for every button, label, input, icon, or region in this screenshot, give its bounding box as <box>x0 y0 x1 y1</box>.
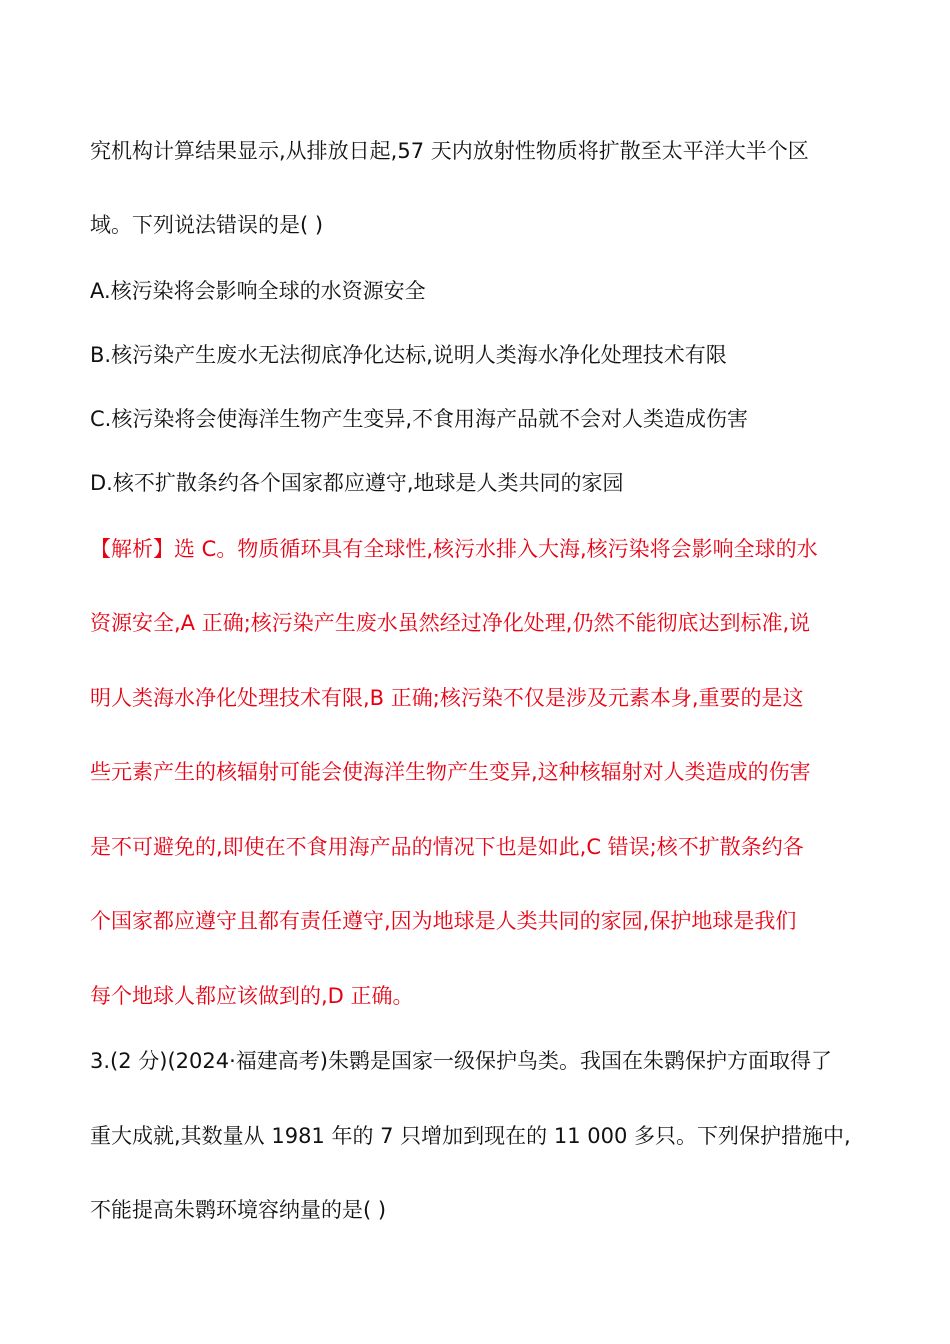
analysis-line: 些元素产生的核辐射可能会使海洋生物产生变异,这种核辐射对人类造成的伤害 <box>90 760 811 784</box>
question-stem-line: 究机构计算结果显示,从排放日起,57 天内放射性物质将扩散至太平洋大半个区 <box>90 139 809 163</box>
analysis-line: 明人类海水净化处理技术有限,B 正确;核污染不仅是涉及元素本身,重要的是这 <box>90 686 804 710</box>
question-stem-line: 3.(2 分)(2024·福建高考)朱鹮是国家一级保护鸟类。我国在朱鹮保护方面取得了 <box>90 1049 832 1073</box>
question-stem-line: 域。下列说法错误的是( ) <box>90 213 324 237</box>
analysis-line: 每个地球人都应该做到的,D 正确。 <box>90 984 414 1008</box>
question-stem-line: 不能提高朱鹮环境容纳量的是( ) <box>90 1198 387 1222</box>
option-c: C.核污染将会使海洋生物产生变异,不食用海产品就不会对人类造成伤害 <box>90 407 749 431</box>
analysis-line: 个国家都应遵守且都有责任遵守,因为地球是人类共同的家园,保护地球是我们 <box>90 909 797 933</box>
analysis-line: 是不可避免的,即使在不食用海产品的情况下也是如此,C 错误;核不扩散条约各 <box>90 835 804 859</box>
analysis-line: 【解析】选 C。物质循环具有全球性,核污水排入大海,核污染将会影响全球的水 <box>90 537 818 561</box>
analysis-line: 资源安全,A 正确;核污染产生废水虽然经过净化处理,仍然不能彻底达到标准,说 <box>90 611 811 635</box>
option-b: B.核污染产生废水无法彻底净化达标,说明人类海水净化处理技术有限 <box>90 343 727 367</box>
question-stem-line: 重大成就,其数量从 1981 年的 7 只增加到现在的 11 000 多只。下列保护措施中, <box>90 1124 851 1148</box>
option-d: D.核不扩散条约各个国家都应遵守,地球是人类共同的家园 <box>90 471 624 495</box>
option-a: A.核污染将会影响全球的水资源安全 <box>90 279 426 303</box>
